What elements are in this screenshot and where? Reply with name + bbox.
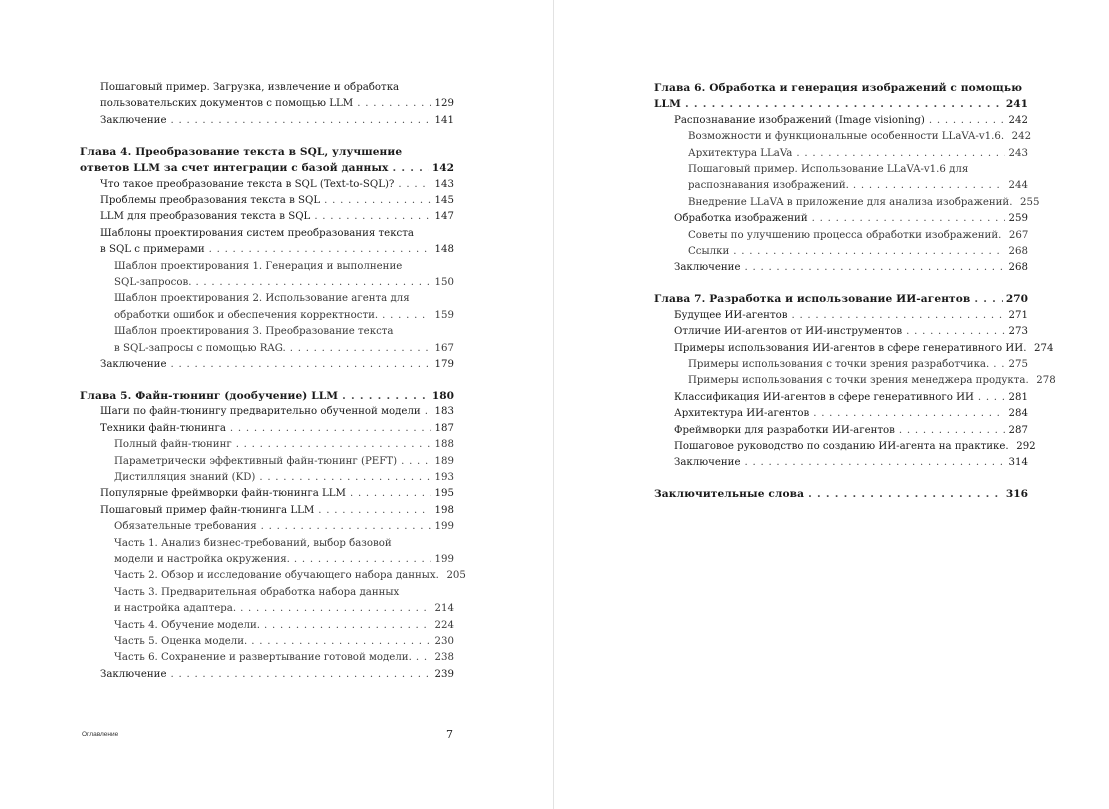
toc-section-entry[interactable] xyxy=(654,324,1028,340)
toc-page-number: 129 xyxy=(434,98,454,110)
toc-section-entry[interactable] xyxy=(80,404,454,420)
dot-leader xyxy=(421,404,431,420)
dot-leader xyxy=(378,308,431,324)
toc-section-entry[interactable] xyxy=(654,244,1028,260)
toc-entry-title: модели и настройка окружения. xyxy=(114,553,290,565)
toc-section-entry[interactable] xyxy=(654,373,1056,389)
toc-entry-title: Фреймворки для разработки ИИ-агентов xyxy=(674,424,895,436)
toc-entry-title-line: Пошаговый пример. Использование LLaVA-v1.6 для xyxy=(688,164,969,176)
toc-page-number: 238 xyxy=(434,652,454,664)
toc-entry-title: LLM xyxy=(654,98,681,111)
toc-section-entry[interactable] xyxy=(654,129,1032,145)
toc-entry-title: Распознавание изображений (Image visioning) xyxy=(674,114,925,126)
toc-section-entry[interactable] xyxy=(80,585,454,618)
dot-leader xyxy=(191,275,431,291)
toc-page-number: 148 xyxy=(434,244,454,256)
toc-section-entry[interactable] xyxy=(654,146,1028,162)
toc-section-entry[interactable] xyxy=(80,454,454,470)
toc-entry-title: Пошаговое руководство по созданию ИИ-агента на практике. xyxy=(674,441,1009,453)
dot-leader xyxy=(310,209,431,225)
toc-entry-title: Ссылки xyxy=(688,246,730,258)
dot-leader xyxy=(741,260,1005,276)
dot-leader xyxy=(205,242,431,258)
toc-entry-title: Часть 5. Оценка модели. xyxy=(114,636,248,647)
toc-entry-title: в SQL-запросы с помощью RAG. xyxy=(114,342,286,354)
toc-page-number: 199 xyxy=(434,521,454,533)
dot-leader xyxy=(974,390,1005,406)
toc-entry-title: Полный файн-тюнинг xyxy=(114,439,232,451)
toc-section-entry[interactable] xyxy=(80,536,454,569)
toc-page-number: 270 xyxy=(1005,293,1028,306)
toc-entry-title: Примеры использования с точки зрения менеджера продукта. xyxy=(688,375,1029,387)
dot-leader xyxy=(729,244,1005,260)
toc-entry-title: Популярные фреймворки файн-тюнинга LLM xyxy=(100,488,346,500)
toc-entry-title-line: Шаблон проектирования 2. Использование агента для xyxy=(114,293,410,305)
dot-leader xyxy=(741,455,1005,471)
toc-entry-title: Внедрение LLaVA в приложение для анализа изображений. xyxy=(688,196,1013,208)
toc-section-entry[interactable] xyxy=(80,193,454,209)
page-number: 7 xyxy=(446,728,453,741)
dot-leader xyxy=(247,634,431,650)
toc-page-number: 287 xyxy=(1008,424,1028,436)
dot-leader xyxy=(167,113,431,129)
toc-page-number: 273 xyxy=(1008,326,1028,338)
dot-leader xyxy=(989,357,1005,373)
toc-page-number: 281 xyxy=(1008,391,1028,403)
toc-page-number: 145 xyxy=(434,194,454,206)
toc-section-entry[interactable] xyxy=(80,226,454,259)
toc-entry-title: Шаги по файн-тюнингу предварительно обученной модели xyxy=(100,406,421,418)
toc-entry-title-line: Пошаговый пример. Загрузка, извлечение и обработка xyxy=(100,82,400,93)
dot-leader xyxy=(925,113,1005,129)
toc-entry-title: Обработка изображений xyxy=(674,213,808,225)
toc-page-number: 150 xyxy=(434,276,454,288)
toc-entry-title: Примеры использования с точки зрения разработчика. xyxy=(688,359,990,370)
dot-leader xyxy=(167,357,431,373)
toc-page-number: 183 xyxy=(434,406,454,418)
toc-page-number: 275 xyxy=(1008,359,1028,370)
toc-entry-title-line: Глава 4. Преобразование текста в SQL, улучшение xyxy=(80,145,403,158)
toc-page-number: 143 xyxy=(434,178,454,190)
toc-section-entry[interactable] xyxy=(80,113,454,129)
toc-entry-title: Архитектура LLaVa xyxy=(688,147,793,159)
toc-section-entry[interactable] xyxy=(80,634,454,650)
toc-entry-title: Дистилляция знаний (KD) xyxy=(114,471,256,483)
toc-page-number: 271 xyxy=(1008,309,1028,321)
dot-leader xyxy=(394,177,431,193)
toc-section-entry[interactable] xyxy=(654,357,1028,373)
toc-entry-title: Часть 4. Обучение модели. xyxy=(114,619,260,631)
toc-section-entry[interactable] xyxy=(80,568,466,584)
toc-entry-title: Пошаговый пример файн-тюнинга LLM xyxy=(100,504,315,516)
dot-leader xyxy=(314,503,431,519)
toc-entry-title: Заключение xyxy=(674,262,741,274)
toc-page-number: 284 xyxy=(1008,408,1028,420)
toc-entry-title: Глава 5. Файн-тюнинг (дообучение) LLM xyxy=(80,389,339,402)
toc-page-number: 242 xyxy=(1011,131,1032,143)
dot-leader xyxy=(257,519,431,535)
toc-section-entry[interactable] xyxy=(80,667,454,683)
dot-leader xyxy=(290,552,431,568)
toc-page-number: 239 xyxy=(434,668,454,680)
toc-page-number: 193 xyxy=(434,471,454,483)
toc-page-number: 199 xyxy=(434,553,454,565)
dot-leader xyxy=(226,421,431,437)
dot-leader xyxy=(346,486,431,502)
dot-leader xyxy=(353,96,431,112)
toc-section-entry[interactable] xyxy=(654,113,1028,129)
toc-entry-title: LLM для преобразования текста в SQL xyxy=(100,211,311,223)
toc-entry-title: Отличие ИИ-агентов от ИИ-инструментов xyxy=(674,326,903,338)
left-page xyxy=(0,0,553,809)
right-page xyxy=(554,0,1109,809)
toc-section-entry[interactable] xyxy=(654,228,1028,244)
dot-leader xyxy=(849,178,1005,194)
toc-entry-title-line: Шаблон проектирования 3. Преобразование текста xyxy=(114,326,394,338)
toc-section-entry[interactable] xyxy=(654,455,1028,471)
toc-section-entry[interactable] xyxy=(80,357,454,373)
toc-section-entry[interactable] xyxy=(654,439,1036,455)
toc-entry-title: Что такое преобразование текста в SQL (Text-to-SQL)? xyxy=(100,178,395,190)
toc-chapter-entry[interactable] xyxy=(654,80,1028,113)
toc-page-number: 205 xyxy=(446,570,466,582)
toc-page-number: 314 xyxy=(1008,457,1028,469)
toc-section-entry[interactable] xyxy=(80,421,454,437)
toc-entry-title: Часть 6. Сохранение и развертывание готовой модели. xyxy=(114,652,412,664)
toc-section-entry[interactable] xyxy=(80,80,454,113)
toc-page-number: 241 xyxy=(1005,98,1028,111)
toc-entry-title: SQL-запросов. xyxy=(114,276,192,288)
toc-page-number: 188 xyxy=(434,439,454,451)
toc-entry-title: Возможности и функциональные особенности LLaVA-v1.6. xyxy=(688,131,1005,143)
toc-page-number: 242 xyxy=(1008,114,1028,126)
dot-leader xyxy=(412,650,431,666)
dot-leader xyxy=(808,211,1005,227)
toc-entry-title: пользовательских документов с помощью LLM xyxy=(100,98,354,110)
toc-entry-title: Заключение xyxy=(674,457,741,469)
dot-leader xyxy=(397,454,431,470)
dot-leader xyxy=(320,193,431,209)
dot-leader xyxy=(286,341,431,357)
toc-entry-title: Заключение xyxy=(100,114,167,126)
toc-entry-title: и настройка адаптера. xyxy=(114,603,237,615)
toc-page-number: 167 xyxy=(434,342,454,354)
dot-leader xyxy=(804,486,1003,502)
toc-chapter-entry[interactable] xyxy=(654,486,1028,502)
toc-entry-title: Архитектура ИИ-агентов xyxy=(674,408,810,420)
toc-section-entry[interactable] xyxy=(654,423,1028,439)
toc-entry-title: Заключительные слова xyxy=(654,488,805,501)
toc-chapter-entry[interactable] xyxy=(80,388,454,404)
toc-entry-title-line: Шаблон проектирования 1. Генерация и выполнение xyxy=(114,260,403,272)
table-of-contents xyxy=(654,80,1056,503)
toc-entry-title: ответов LLM за счет интеграции с базой данных xyxy=(80,162,389,175)
toc-entry-title: Параметрически эффективный файн-тюнинг (PEFT) xyxy=(114,455,398,467)
dot-leader xyxy=(388,160,428,176)
dot-leader xyxy=(232,437,431,453)
toc-section-entry[interactable] xyxy=(654,195,1040,211)
toc-page-number: 141 xyxy=(434,114,454,126)
toc-page-number: 195 xyxy=(434,488,454,500)
dot-leader xyxy=(236,601,431,617)
toc-page-number: 142 xyxy=(431,162,454,175)
toc-page-number: 147 xyxy=(434,211,454,223)
toc-entry-title: распознавания изображений. xyxy=(688,180,849,192)
dot-leader xyxy=(681,96,1003,112)
toc-page-number: 316 xyxy=(1005,488,1028,501)
toc-page-number: 268 xyxy=(1008,262,1028,274)
toc-page-number: 255 xyxy=(1020,196,1040,208)
toc-section-entry[interactable] xyxy=(654,341,1054,357)
dot-leader xyxy=(809,406,1005,422)
toc-entry-title-line: Часть 3. Предварительная обработка набора данных xyxy=(114,586,400,598)
toc-entry-title: в SQL с примерами xyxy=(100,244,205,256)
toc-section-entry[interactable] xyxy=(80,209,454,225)
toc-entry-title: Советы по улучшению процесса обработки изображений. xyxy=(688,229,1002,241)
toc-section-entry[interactable] xyxy=(80,177,454,193)
toc-page-number: 274 xyxy=(1033,342,1054,354)
toc-section-entry[interactable] xyxy=(80,650,454,666)
dot-leader xyxy=(792,146,1005,162)
dot-leader xyxy=(970,291,1003,307)
toc-section-entry[interactable] xyxy=(654,260,1028,276)
toc-section-entry[interactable] xyxy=(654,308,1028,324)
toc-section-entry[interactable] xyxy=(80,486,454,502)
toc-page-number: 292 xyxy=(1016,441,1036,453)
toc-section-entry[interactable] xyxy=(80,437,454,453)
toc-entry-title: Часть 2. Обзор и исследование обучающего набора данных. xyxy=(114,570,439,582)
toc-entry-title: Обязательные требования xyxy=(114,521,257,533)
toc-page-number: 267 xyxy=(1008,229,1029,241)
toc-entry-title: Глава 7. Разработка и использование ИИ-агентов xyxy=(654,293,971,306)
dot-leader xyxy=(895,423,1005,439)
toc-page-number: 189 xyxy=(434,455,454,467)
running-footer-label: Оглавление xyxy=(82,731,119,738)
toc-page-number: 243 xyxy=(1008,147,1028,159)
dot-leader xyxy=(902,324,1005,340)
table-of-contents xyxy=(80,80,466,683)
toc-section-entry[interactable] xyxy=(80,503,454,519)
toc-page-number: 230 xyxy=(434,636,454,647)
toc-entry-title: Классификация ИИ-агентов в сфере генеративного ИИ xyxy=(674,391,974,403)
toc-page-number: 179 xyxy=(434,359,454,370)
toc-entry-title: Заключение xyxy=(100,668,167,680)
toc-entry-title: Примеры использования ИИ-агентов в сфере генеративного ИИ. xyxy=(674,342,1027,354)
toc-entry-title: Проблемы преобразования текста в SQL xyxy=(100,194,321,206)
toc-entry-title-line: Часть 1. Анализ бизнес-требований, выбор базовой xyxy=(114,537,392,549)
dot-leader xyxy=(260,618,431,634)
toc-entry-title: Заключение xyxy=(100,359,167,370)
toc-page-number: 268 xyxy=(1008,246,1028,258)
toc-section-entry[interactable] xyxy=(654,390,1028,406)
toc-section-entry[interactable] xyxy=(80,324,454,357)
toc-entry-title: обработки ошибок и обеспечения корректности. xyxy=(114,309,379,321)
toc-page-number: 278 xyxy=(1036,375,1056,387)
toc-page-number: 214 xyxy=(434,603,454,615)
toc-page-number: 259 xyxy=(1008,213,1028,225)
toc-page-number: 159 xyxy=(434,309,454,321)
toc-page-number: 224 xyxy=(434,619,454,631)
toc-page-number: 180 xyxy=(431,389,454,402)
toc-entry-title-line: Шаблоны проектирования систем преобразования текста xyxy=(100,227,414,239)
toc-page-number: 244 xyxy=(1008,180,1028,192)
toc-chapter-entry[interactable] xyxy=(80,144,454,177)
toc-entry-title: Будущее ИИ-агентов xyxy=(674,309,788,321)
toc-section-entry[interactable] xyxy=(80,618,454,634)
dot-leader xyxy=(255,470,431,486)
toc-section-entry[interactable] xyxy=(80,470,454,486)
toc-section-entry[interactable] xyxy=(80,259,454,292)
dot-leader xyxy=(787,308,1005,324)
toc-page-number: 198 xyxy=(434,504,454,516)
toc-entry-title: Техники файн-тюнинга xyxy=(100,422,226,434)
toc-page-number: 187 xyxy=(434,422,454,434)
toc-section-entry[interactable] xyxy=(654,162,1028,195)
toc-section-entry[interactable] xyxy=(654,211,1028,227)
dot-leader xyxy=(167,667,431,683)
toc-section-entry[interactable] xyxy=(80,519,454,535)
dot-leader xyxy=(338,388,429,404)
toc-section-entry[interactable] xyxy=(80,291,454,324)
toc-entry-title-line: Глава 6. Обработка и генерация изображений с помощью xyxy=(654,82,1023,94)
toc-section-entry[interactable] xyxy=(654,406,1028,422)
toc-chapter-entry[interactable] xyxy=(654,291,1028,307)
